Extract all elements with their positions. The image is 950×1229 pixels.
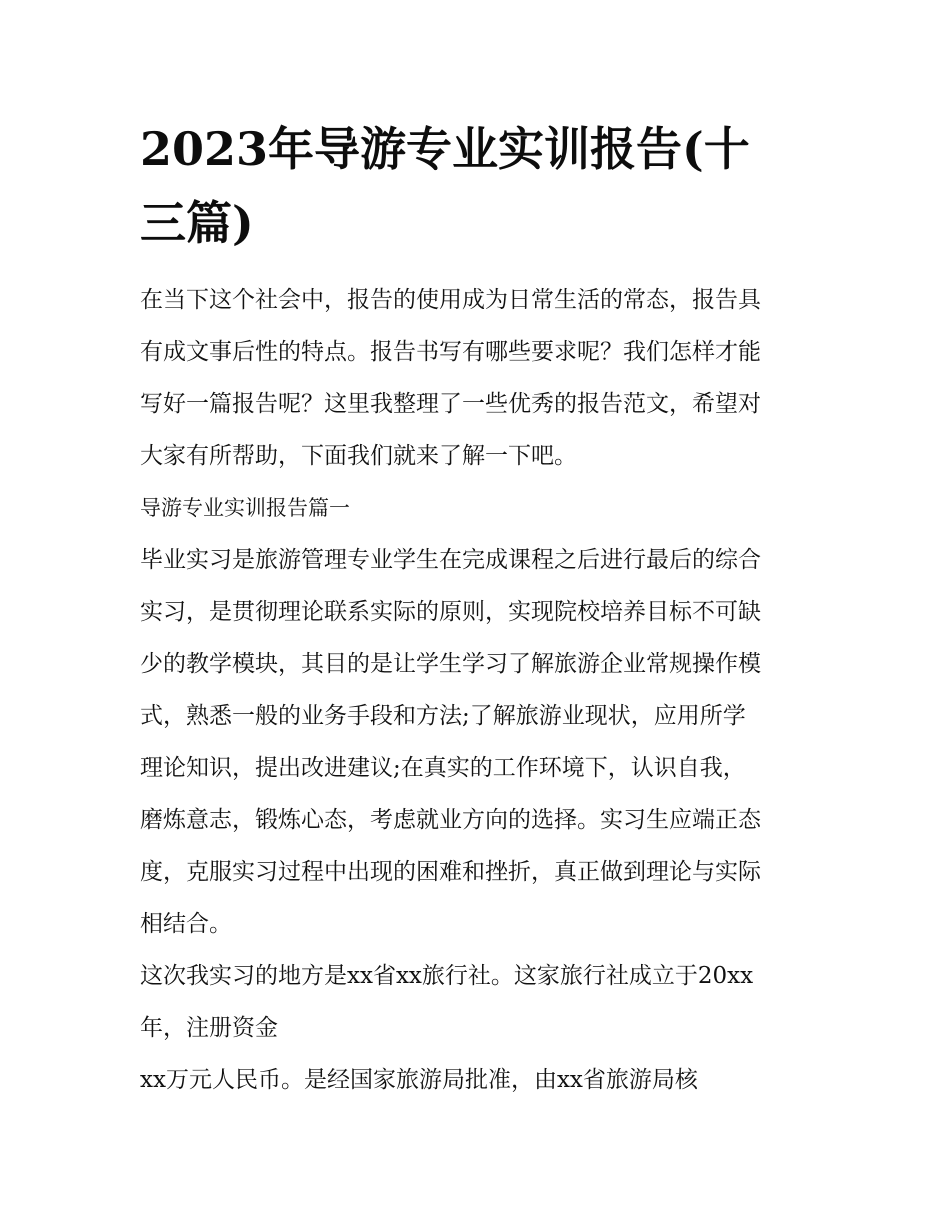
para2-line: 年，注册资金	[140, 1015, 278, 1041]
section-line: 理论知识，提出改进建议;在真实的工作环境下，认识自我，	[140, 755, 746, 781]
intro-line: 有成文事后性的特点。报告书写有哪些要求呢？我们怎样才能	[140, 339, 761, 365]
section-line: 少的教学模块，其目的是让学生学习了解旅游企业常规操作模	[140, 651, 761, 677]
para2-line: 这次我实习的地方是xx省xx旅行社。这家旅行社成立于20xx	[140, 963, 754, 989]
intro-line: 大家有所帮助，下面我们就来了解一下吧。	[140, 443, 577, 469]
section-line: 式，熟悉一般的业务手段和方法;了解旅游业现状，应用所学	[140, 703, 746, 729]
para3-line: xx万元人民币。是经国家旅游局批准，由xx省旅游局核	[140, 1067, 698, 1093]
section-line: 相结合。	[140, 911, 232, 937]
internship-location-paragraph	[140, 950, 820, 1054]
capital-paragraph	[140, 1054, 820, 1106]
section-paragraph	[140, 534, 820, 950]
section-line: 度，克服实习过程中出现的困难和挫折，真正做到理论与实际	[140, 859, 761, 885]
section-heading	[140, 482, 820, 534]
document-body	[140, 274, 820, 1106]
section-line: 磨炼意志，锻炼心态，考虑就业方向的选择。实习生应端正态	[140, 807, 761, 833]
document-title	[140, 112, 800, 260]
section-heading-text: 导游专业实训报告篇一	[140, 496, 350, 520]
title-line-1: 2023年导游专业实训报告(十	[140, 122, 750, 176]
title-line-2: 三篇)	[140, 196, 254, 250]
intro-paragraph	[140, 274, 820, 482]
section-line: 实习，是贯彻理论联系实际的原则，实现院校培养目标不可缺	[140, 599, 761, 625]
intro-line: 在当下这个社会中，报告的使用成为日常生活的常态，报告具	[140, 287, 761, 313]
section-line: 毕业实习是旅游管理专业学生在完成课程之后进行最后的综合	[140, 547, 761, 573]
intro-line: 写好一篇报告呢？这里我整理了一些优秀的报告范文，希望对	[140, 391, 761, 417]
